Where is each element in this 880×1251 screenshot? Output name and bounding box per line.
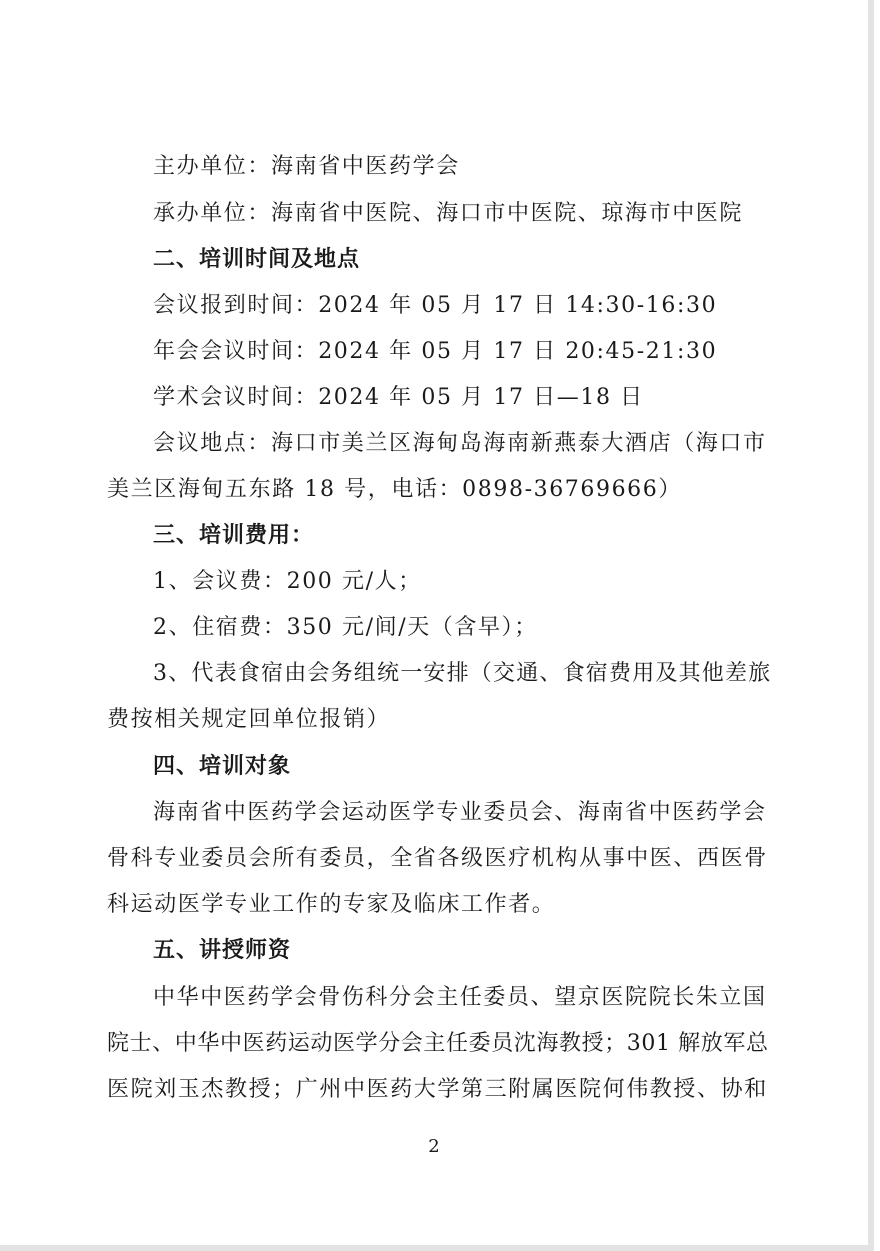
fee-item-arrangement: 3、代表食宿由会务组统一安排（交通、食宿费用及其他差旅 xyxy=(153,661,772,686)
fee-item-lodging: 2、住宿费：350 元/间/天（含早）； xyxy=(153,615,538,640)
faculty-line-2: 院士、中华中医药运动医学分会主任委员沈海教授；301 解放军总 xyxy=(107,1031,769,1056)
venue-line: 会议地点：海口市美兰区海甸岛海南新燕泰大酒店（海口市 xyxy=(153,431,767,456)
section-heading-time-place: 二、培训时间及地点 xyxy=(153,247,361,272)
section-heading-fees: 三、培训费用： xyxy=(153,523,315,548)
organizer-line: 主办单位：海南省中医药学会 xyxy=(153,154,460,179)
audience-line-2: 骨科专业委员会所有委员，全省各级医疗机构从事中医、西医骨 xyxy=(107,846,768,871)
fee-item-meeting: 1、会议费：200 元/人； xyxy=(153,569,422,594)
academic-meeting-time-line: 学术会议时间：2024 年 05 月 17 日—18 日 xyxy=(153,385,644,410)
audience-line-3: 科运动医学专业工作的专家及临床工作者。 xyxy=(107,892,556,917)
section-heading-faculty: 五、讲授师资 xyxy=(153,938,292,963)
faculty-line-1: 中华中医药学会骨伤科分会主任委员、望京医院院长朱立国 xyxy=(153,985,767,1010)
faculty-line-3: 医院刘玉杰教授；广州中医药大学第三附属医院何伟教授、协和 xyxy=(107,1077,768,1102)
co-organizer-line: 承办单位：海南省中医院、海口市中医院、琼海市中医院 xyxy=(153,201,744,226)
venue-line-continued: 美兰区海甸五东路 18 号，电话：0898-36769666） xyxy=(107,477,682,502)
page-number: 2 xyxy=(428,1136,440,1157)
fee-item-arrangement-continued: 费按相关规定回单位报销） xyxy=(107,707,391,732)
section-heading-audience: 四、培训对象 xyxy=(153,754,292,779)
annual-meeting-time-line: 年会会议时间：2024 年 05 月 17 日 20:45-21:30 xyxy=(153,339,718,364)
registration-time-line: 会议报到时间：2024 年 05 月 17 日 14:30-16:30 xyxy=(153,293,718,318)
audience-line-1: 海南省中医药学会运动医学专业委员会、海南省中医药学会 xyxy=(153,800,767,825)
